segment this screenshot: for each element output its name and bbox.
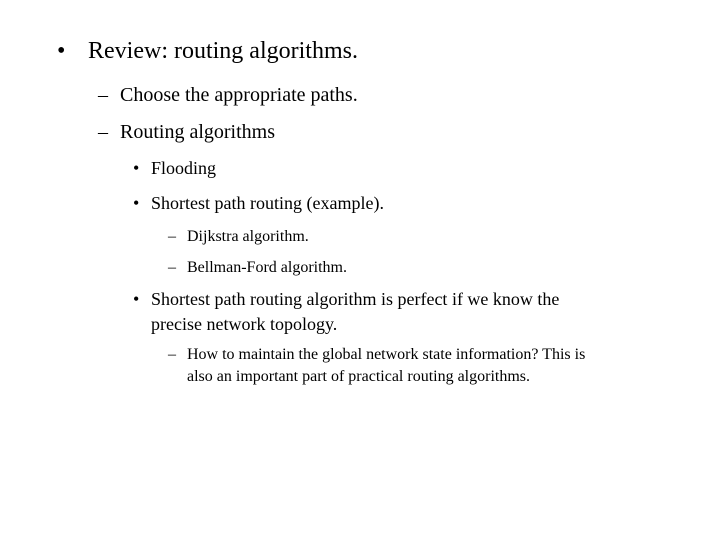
level2-text-routing: Routing algorithms — [120, 121, 275, 143]
level2-text-choose: Choose the appropriate paths. — [120, 84, 358, 106]
level2-dash: – — [98, 121, 108, 143]
level4-dash: – — [168, 346, 176, 363]
level4-text-maintain-line2: also an important part of practical routing algorithms. — [187, 368, 531, 385]
level3-bullet: • — [133, 193, 140, 213]
level3-text-perfect-line1: Shortest path routing algorithm is perfect if we know the — [151, 289, 560, 309]
level1-text: Review: routing algorithms. — [88, 38, 358, 64]
level3-text-perfect-line2: precise network topology. — [151, 314, 338, 334]
level3-text-flooding: Flooding — [151, 158, 217, 178]
level4-text-maintain-line1: How to maintain the global network state information? This is — [187, 346, 586, 363]
level4-text-bellman: Bellman-Ford algorithm. — [187, 259, 347, 276]
level4-dash: – — [168, 228, 176, 245]
level3-bullet: • — [133, 289, 140, 309]
level3-text-shortest: Shortest path routing (example). — [151, 193, 384, 213]
level4-text-dijkstra: Dijkstra algorithm. — [187, 228, 309, 245]
level2-dash: – — [98, 84, 108, 106]
level4-dash: – — [168, 259, 176, 276]
level3-bullet: • — [133, 158, 140, 178]
level1-bullet: • — [57, 38, 66, 64]
